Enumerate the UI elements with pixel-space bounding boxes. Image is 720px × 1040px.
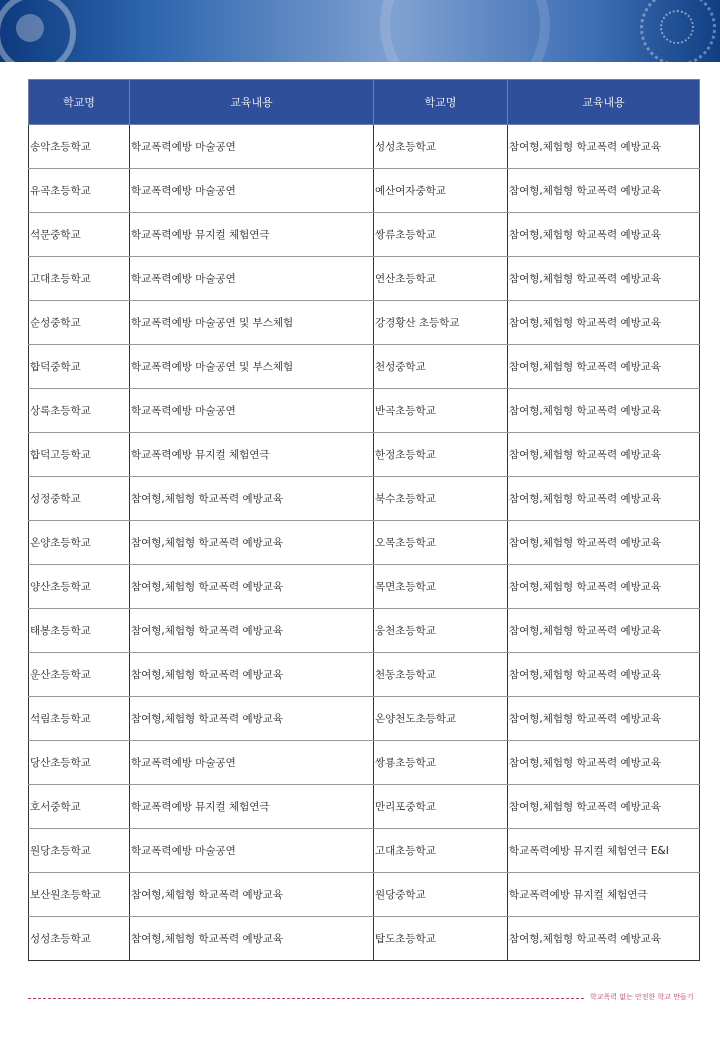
cell-education-content: 참여형,체험형 학교폭력 예방교육: [130, 917, 374, 961]
table-row: [29, 345, 700, 389]
cell-school-name: 성성초등학교: [374, 125, 508, 169]
cell-education-content: 참여형,체험형 학교폭력 예방교육: [508, 389, 700, 433]
cell-school-name: 천동초등학교: [374, 653, 508, 697]
school-education-table: [28, 79, 700, 961]
table-row: [29, 565, 700, 609]
decorative-ring: [380, 0, 550, 62]
table-row: [29, 125, 700, 169]
cell-school-name: 유곡초등학교: [29, 169, 130, 213]
table-row: [29, 477, 700, 521]
cell-school-name: 웅천초등학교: [374, 609, 508, 653]
cell-school-name: 합덕고등학교: [29, 433, 130, 477]
table-body: [29, 125, 700, 961]
cell-school-name: 쌍룡초등학교: [374, 741, 508, 785]
cell-education-content: 참여형,체험형 학교폭력 예방교육: [508, 521, 700, 565]
table-row: [29, 213, 700, 257]
table-row: [29, 609, 700, 653]
column-header-education-content: 교육내용: [130, 80, 374, 125]
cell-education-content: 참여형,체험형 학교폭력 예방교육: [508, 301, 700, 345]
cell-education-content: 참여형,체험형 학교폭력 예방교육: [130, 873, 374, 917]
cell-school-name: 원당중학교: [374, 873, 508, 917]
table-row: [29, 697, 700, 741]
table-row: [29, 257, 700, 301]
cell-school-name: 온양천도초등학교: [374, 697, 508, 741]
cell-school-name: 양산초등학교: [29, 565, 130, 609]
table-row: [29, 169, 700, 213]
cell-school-name: 송악초등학교: [29, 125, 130, 169]
cell-education-content: 참여형,체험형 학교폭력 예방교육: [508, 125, 700, 169]
cell-school-name: 성정중학교: [29, 477, 130, 521]
table-row: [29, 389, 700, 433]
table-row: [29, 741, 700, 785]
cell-school-name: 원당초등학교: [29, 829, 130, 873]
cell-school-name: 당산초등학교: [29, 741, 130, 785]
cell-education-content: 학교폭력예방 마술공연: [130, 169, 374, 213]
table-row: [29, 829, 700, 873]
cell-education-content: 학교폭력예방 마술공연: [130, 741, 374, 785]
header-banner: [0, 0, 720, 62]
cell-education-content: 참여형,체험형 학교폭력 예방교육: [130, 609, 374, 653]
cell-school-name: 성성초등학교: [29, 917, 130, 961]
cell-school-name: 만리포중학교: [374, 785, 508, 829]
cell-school-name: 석림초등학교: [29, 697, 130, 741]
column-header-school-name: 학교명: [374, 80, 508, 125]
cell-education-content: 참여형,체험형 학교폭력 예방교육: [508, 697, 700, 741]
cell-education-content: 학교폭력예방 마술공연: [130, 257, 374, 301]
footer-divider: [28, 998, 584, 999]
cell-education-content: 참여형,체험형 학교폭력 예방교육: [508, 785, 700, 829]
cell-education-content: 학교폭력예방 마술공연: [130, 125, 374, 169]
cell-school-name: 한정초등학교: [374, 433, 508, 477]
cell-education-content: 참여형,체험형 학교폭력 예방교육: [508, 169, 700, 213]
cell-education-content: 학교폭력예방 마술공연 및 부스체험: [130, 345, 374, 389]
cell-education-content: 학교폭력예방 마술공연: [130, 389, 374, 433]
cell-education-content: 참여형,체험형 학교폭력 예방교육: [130, 565, 374, 609]
cell-education-content: 참여형,체험형 학교폭력 예방교육: [130, 477, 374, 521]
table-header-row: [29, 80, 700, 125]
cell-school-name: 연산초등학교: [374, 257, 508, 301]
cell-education-content: 참여형,체험형 학교폭력 예방교육: [508, 433, 700, 477]
table-row: [29, 653, 700, 697]
table-row: [29, 785, 700, 829]
cell-education-content: 참여형,체험형 학교폭력 예방교육: [508, 609, 700, 653]
cell-education-content: 참여형,체험형 학교폭력 예방교육: [508, 477, 700, 521]
cell-education-content: 참여형,체험형 학교폭력 예방교육: [130, 653, 374, 697]
cell-education-content: 학교폭력예방 마술공연 및 부스체험: [130, 301, 374, 345]
table-row: [29, 873, 700, 917]
cell-school-name: 북수초등학교: [374, 477, 508, 521]
cell-school-name: 탑도초등학교: [374, 917, 508, 961]
table-row: [29, 521, 700, 565]
cell-education-content: 학교폭력예방 뮤지컬 체험연극: [130, 433, 374, 477]
cell-education-content: 참여형,체험형 학교폭력 예방교육: [130, 697, 374, 741]
cell-school-name: 상록초등학교: [29, 389, 130, 433]
cell-education-content: 학교폭력예방 뮤지컬 체험연극: [130, 213, 374, 257]
cell-school-name: 오목초등학교: [374, 521, 508, 565]
cell-school-name: 호서중학교: [29, 785, 130, 829]
cell-education-content: 참여형,체험형 학교폭력 예방교육: [508, 257, 700, 301]
cell-school-name: 천성중학교: [374, 345, 508, 389]
table-row: [29, 433, 700, 477]
cell-school-name: 쌍류초등학교: [374, 213, 508, 257]
cell-school-name: 목면초등학교: [374, 565, 508, 609]
column-header-school-name: 학교명: [29, 80, 130, 125]
cell-education-content: 학교폭력예방 뮤지컬 체험연극: [508, 873, 700, 917]
cell-education-content: 참여형,체험형 학교폭력 예방교육: [508, 345, 700, 389]
cell-school-name: 강경황산 초등학교: [374, 301, 508, 345]
cell-school-name: 예산여자중학교: [374, 169, 508, 213]
footer-tagline: 학교폭력 없는 안전한 학교 만들기: [590, 993, 694, 1001]
cell-school-name: 보산원초등학교: [29, 873, 130, 917]
table-row: [29, 917, 700, 961]
cell-education-content: 참여형,체험형 학교폭력 예방교육: [508, 653, 700, 697]
decorative-circle: [16, 14, 44, 42]
cell-school-name: 운산초등학교: [29, 653, 130, 697]
cell-school-name: 온양초등학교: [29, 521, 130, 565]
cell-school-name: 태봉초등학교: [29, 609, 130, 653]
decorative-dotted-ring: [660, 10, 694, 44]
cell-school-name: 반곡초등학교: [374, 389, 508, 433]
cell-school-name: 고대초등학교: [29, 257, 130, 301]
cell-education-content: 참여형,체험형 학교폭력 예방교육: [130, 521, 374, 565]
cell-school-name: 석문중학교: [29, 213, 130, 257]
cell-school-name: 합덕중학교: [29, 345, 130, 389]
cell-education-content: 참여형,체험형 학교폭력 예방교육: [508, 213, 700, 257]
column-header-education-content: 교육내용: [508, 80, 700, 125]
cell-education-content: 학교폭력예방 뮤지컬 체험연극: [130, 785, 374, 829]
cell-education-content: 참여형,체험형 학교폭력 예방교육: [508, 741, 700, 785]
table-row: [29, 301, 700, 345]
cell-education-content: 참여형,체험형 학교폭력 예방교육: [508, 565, 700, 609]
cell-school-name: 고대초등학교: [374, 829, 508, 873]
cell-education-content: 학교폭력예방 뮤지컬 체험연극 E&I: [508, 829, 700, 873]
cell-education-content: 참여형,체험형 학교폭력 예방교육: [508, 917, 700, 961]
cell-school-name: 순성중학교: [29, 301, 130, 345]
cell-education-content: 학교폭력예방 마술공연: [130, 829, 374, 873]
